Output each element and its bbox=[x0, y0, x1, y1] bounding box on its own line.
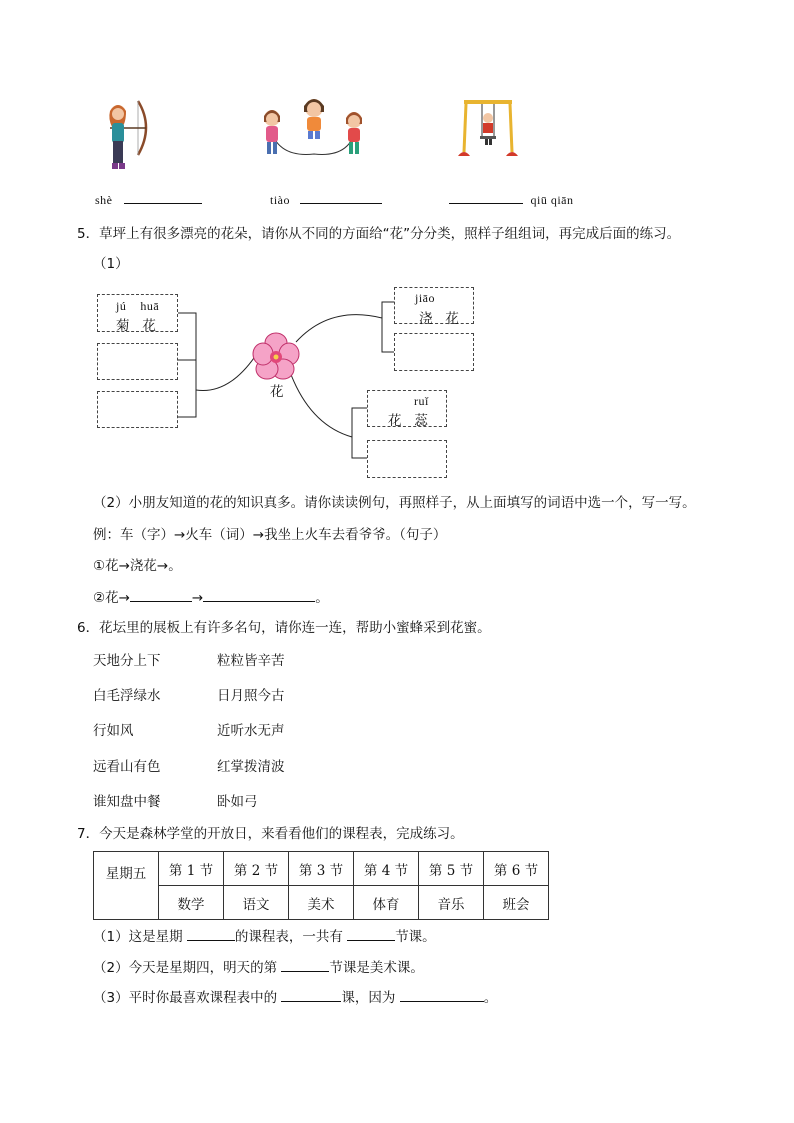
box-chars: 浇 花 bbox=[419, 311, 459, 327]
subject-cell: 班会 bbox=[484, 886, 549, 920]
day-label: 星期五 bbox=[105, 866, 147, 882]
word-box-empty[interactable] bbox=[97, 343, 178, 380]
q1-text-c: 节课。 bbox=[395, 929, 436, 945]
right-phrase[interactable]: 近听水无声 bbox=[217, 723, 285, 739]
q6-title: 6．花坛里的展板上有许多名句，请你连一连，帮助小蜜蜂采到花蜜。 bbox=[77, 620, 491, 636]
q5-title: 5．草坪上有很多漂亮的花朵，请你从不同的方面给“花”分分类，照样子组组词，再完成后面的练习。 bbox=[77, 226, 681, 242]
flower-icon bbox=[252, 332, 300, 380]
q1-text-b: 的课程表，一共有 bbox=[234, 929, 343, 945]
header-cell: 第 2 节 bbox=[224, 852, 289, 886]
right-phrase[interactable]: 卧如弓 bbox=[217, 794, 258, 810]
box-chars: 花 蕊 bbox=[388, 413, 428, 429]
left-phrase[interactable]: 行如风 bbox=[93, 723, 134, 739]
subject-cell: 语文 bbox=[224, 886, 289, 920]
q5-example-line: 例：车（字）→火车（词）→我坐上火车去看爷爷。（句子） bbox=[93, 527, 447, 543]
corner-cell bbox=[94, 852, 159, 920]
count-blank[interactable] bbox=[347, 940, 395, 941]
q5-line1: ①花→浇花→。 bbox=[93, 558, 182, 574]
right-phrase[interactable]: 粒粒皆辛苦 bbox=[217, 653, 285, 669]
q7-title: 7．今天是森林学堂的开放日，来看看他们的课程表，完成练习。 bbox=[77, 826, 464, 842]
pinyin-label: tiào bbox=[270, 193, 290, 207]
right-phrase[interactable]: 日月照今古 bbox=[217, 688, 285, 704]
q7-question-3 bbox=[93, 992, 497, 1006]
line2-arrow: → bbox=[191, 590, 204, 606]
table-row bbox=[94, 886, 549, 920]
left-phrase[interactable]: 远看山有色 bbox=[93, 759, 161, 775]
subject-cell: 体育 bbox=[354, 886, 419, 920]
box-chars: 菊 花 bbox=[116, 318, 156, 334]
left-phrase[interactable]: 天地分上下 bbox=[93, 653, 161, 669]
line2-start: ②花→ bbox=[93, 590, 130, 606]
day-blank[interactable] bbox=[187, 940, 235, 941]
header-cell: 第 4 节 bbox=[354, 852, 419, 886]
word-box-empty[interactable] bbox=[97, 391, 178, 428]
word-box-hua-rui bbox=[367, 390, 447, 427]
subject-cell: 美术 bbox=[289, 886, 354, 920]
q2-text-a: （2）今天是星期四，明天的第 bbox=[93, 960, 278, 976]
sentence-blank[interactable] bbox=[203, 601, 315, 602]
header-cell: 第 6 节 bbox=[484, 852, 549, 886]
left-phrase[interactable]: 谁知盘中餐 bbox=[93, 794, 161, 810]
q2-text-b: 节课是美术课。 bbox=[329, 960, 424, 976]
reason-blank[interactable] bbox=[400, 1001, 484, 1002]
word-box-jiao-hua bbox=[394, 287, 474, 327]
schedule-table bbox=[93, 851, 549, 920]
q7-question-2 bbox=[93, 962, 424, 976]
word-box-empty[interactable] bbox=[367, 440, 447, 478]
q5-part2-text: （2）小朋友知道的花的知识真多。请你读读例句，再照样子，从上面填写的词语中选一个，写一写。 bbox=[93, 495, 696, 511]
line2-end: 。 bbox=[315, 590, 329, 606]
center-flower-char: 花 bbox=[270, 384, 284, 400]
q3-text-a: （3）平时你最喜欢课程表中的 bbox=[93, 990, 278, 1006]
box-pinyin: jú huā bbox=[116, 299, 160, 313]
header-cell: 第 1 节 bbox=[159, 852, 224, 886]
q5-part1-label: （1） bbox=[93, 256, 129, 272]
q3-text-b: 课，因为 bbox=[341, 990, 396, 1006]
q3-text-c: 。 bbox=[483, 990, 498, 1006]
pinyin-label: shè bbox=[95, 193, 113, 207]
left-phrase[interactable]: 白毛浮绿水 bbox=[93, 688, 161, 704]
word-box-empty[interactable] bbox=[394, 333, 474, 371]
q1-text-a: （1）这是星期 bbox=[93, 929, 183, 945]
period-blank[interactable] bbox=[281, 971, 329, 972]
word-blank[interactable] bbox=[130, 601, 192, 602]
q5-line2 bbox=[93, 592, 329, 606]
table-row bbox=[94, 852, 549, 886]
right-phrase[interactable]: 红掌拨清波 bbox=[217, 759, 285, 775]
header-cell: 第 3 节 bbox=[289, 852, 354, 886]
box-pinyin: jiāo bbox=[415, 291, 435, 305]
box-pinyin: ruǐ bbox=[414, 394, 429, 408]
word-box-ju-hua bbox=[97, 294, 178, 332]
q7-question-1 bbox=[93, 931, 436, 945]
pinyin-label: qiū qiān bbox=[530, 193, 574, 207]
subject-blank[interactable] bbox=[281, 1001, 341, 1002]
subject-cell: 数学 bbox=[159, 886, 224, 920]
header-cell: 第 5 节 bbox=[419, 852, 484, 886]
subject-cell: 音乐 bbox=[419, 886, 484, 920]
